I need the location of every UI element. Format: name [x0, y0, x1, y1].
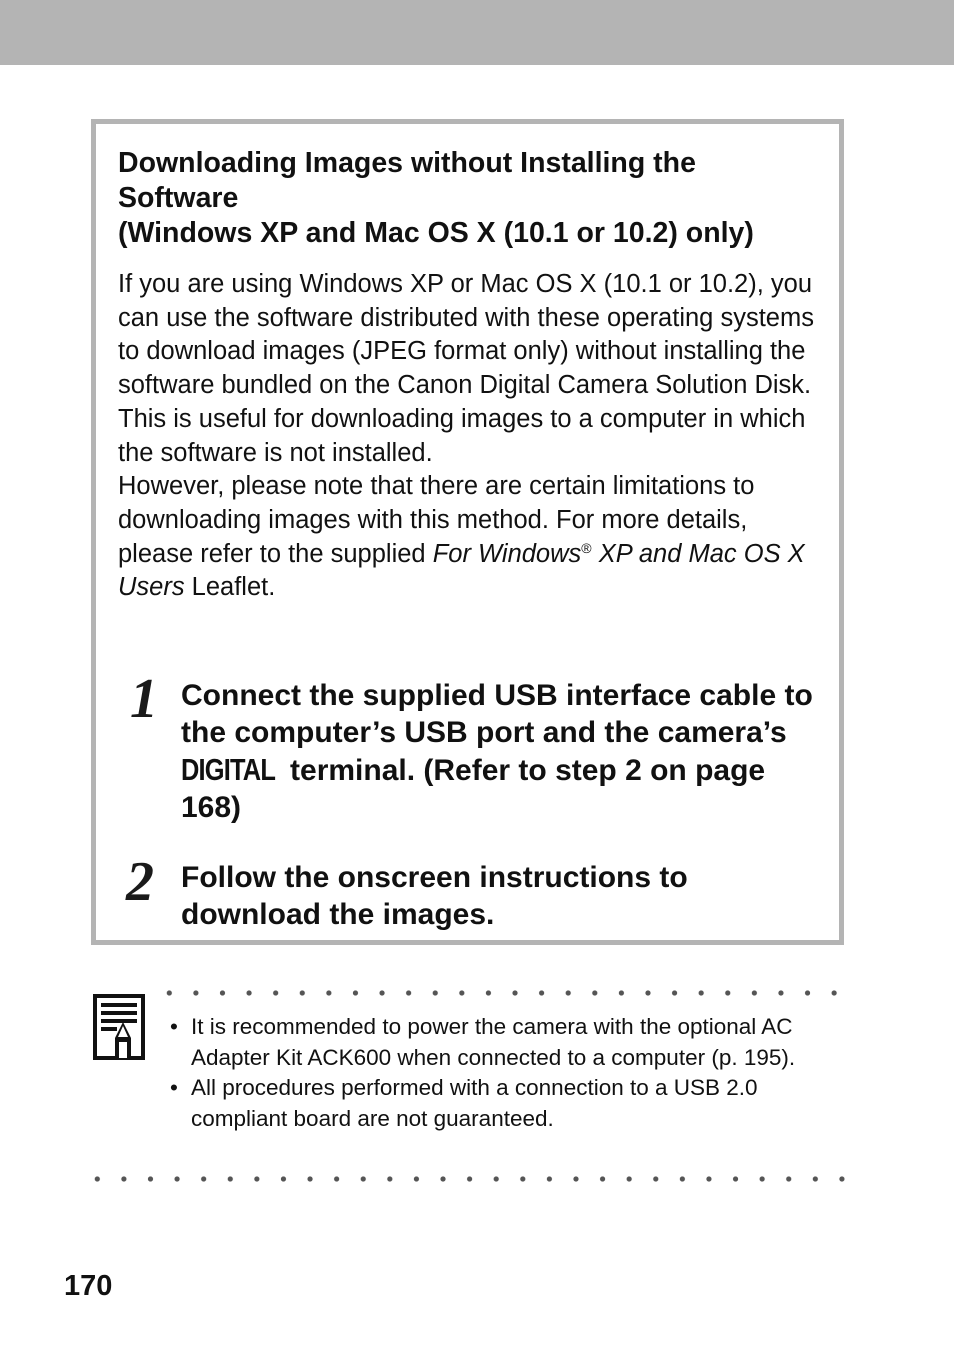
note-text: All procedures performed with a connection to a USB 2.0 compliant board are not guaranteed. [191, 1075, 758, 1131]
step-1-text [181, 677, 831, 826]
paragraph-limitations-end: Leaflet. [184, 573, 276, 602]
dotted-divider-bottom [84, 1176, 846, 1182]
registered-mark: ® [581, 539, 592, 556]
step-2-text: Follow the onscreen instructions to download the images. [181, 861, 688, 931]
box-body [118, 268, 828, 605]
header-band [0, 0, 954, 65]
box-title-line: Downloading Images without Installing the [118, 147, 696, 179]
step-number-2 [122, 850, 172, 910]
note-bullet: • [170, 1075, 178, 1100]
box-title-line: Software [118, 182, 239, 214]
leaflet-title-part2: XP and Mac OS X Users [118, 539, 805, 602]
memo-icon [93, 994, 147, 1062]
note-bullet: • [170, 1014, 178, 1039]
box-title-line: (Windows XP and Mac OS X (10.1 or 10.2) only) [118, 217, 754, 249]
note-item [168, 1073, 848, 1134]
page-number: 170 [64, 1270, 113, 1302]
paragraph-limitations-start: However, please note that there are certain limitations to downloading images with this method. For more details, please refer to the supplied [118, 472, 755, 568]
step-1-text-before: Connect the supplied USB interface cable to the computer’s USB port and the camera’s [181, 679, 813, 749]
step-number-2-glyph: 2 [126, 851, 154, 910]
leaflet-title-part1: For Windows [432, 539, 582, 568]
step-number-1 [124, 667, 174, 727]
notes-list [168, 1012, 848, 1134]
step-1-text-after: terminal. (Refer to step 2 on page 168) [181, 754, 766, 824]
digital-terminal-mark: DIGITAL [181, 752, 276, 787]
dotted-divider-top [156, 990, 846, 996]
box-title [118, 146, 818, 251]
note-text: It is recommended to power the camera with the optional AC Adapter Kit ACK600 when connected to a computer (p. 195). [191, 1014, 796, 1070]
step-number-1-glyph: 1 [130, 668, 158, 727]
note-item [168, 1012, 848, 1073]
paragraph-intro: If you are using Windows XP or Mac OS X (10.1 or 10.2), you can use the software distributed with these operating systems to download images (JPEG format only) without installing the software bundled on the Canon Digital Camera Solution Disk. This is useful for downloading images to a computer in which the software is not installed. [118, 270, 814, 467]
info-box [91, 119, 844, 945]
paragraph-limitations [118, 470, 828, 605]
